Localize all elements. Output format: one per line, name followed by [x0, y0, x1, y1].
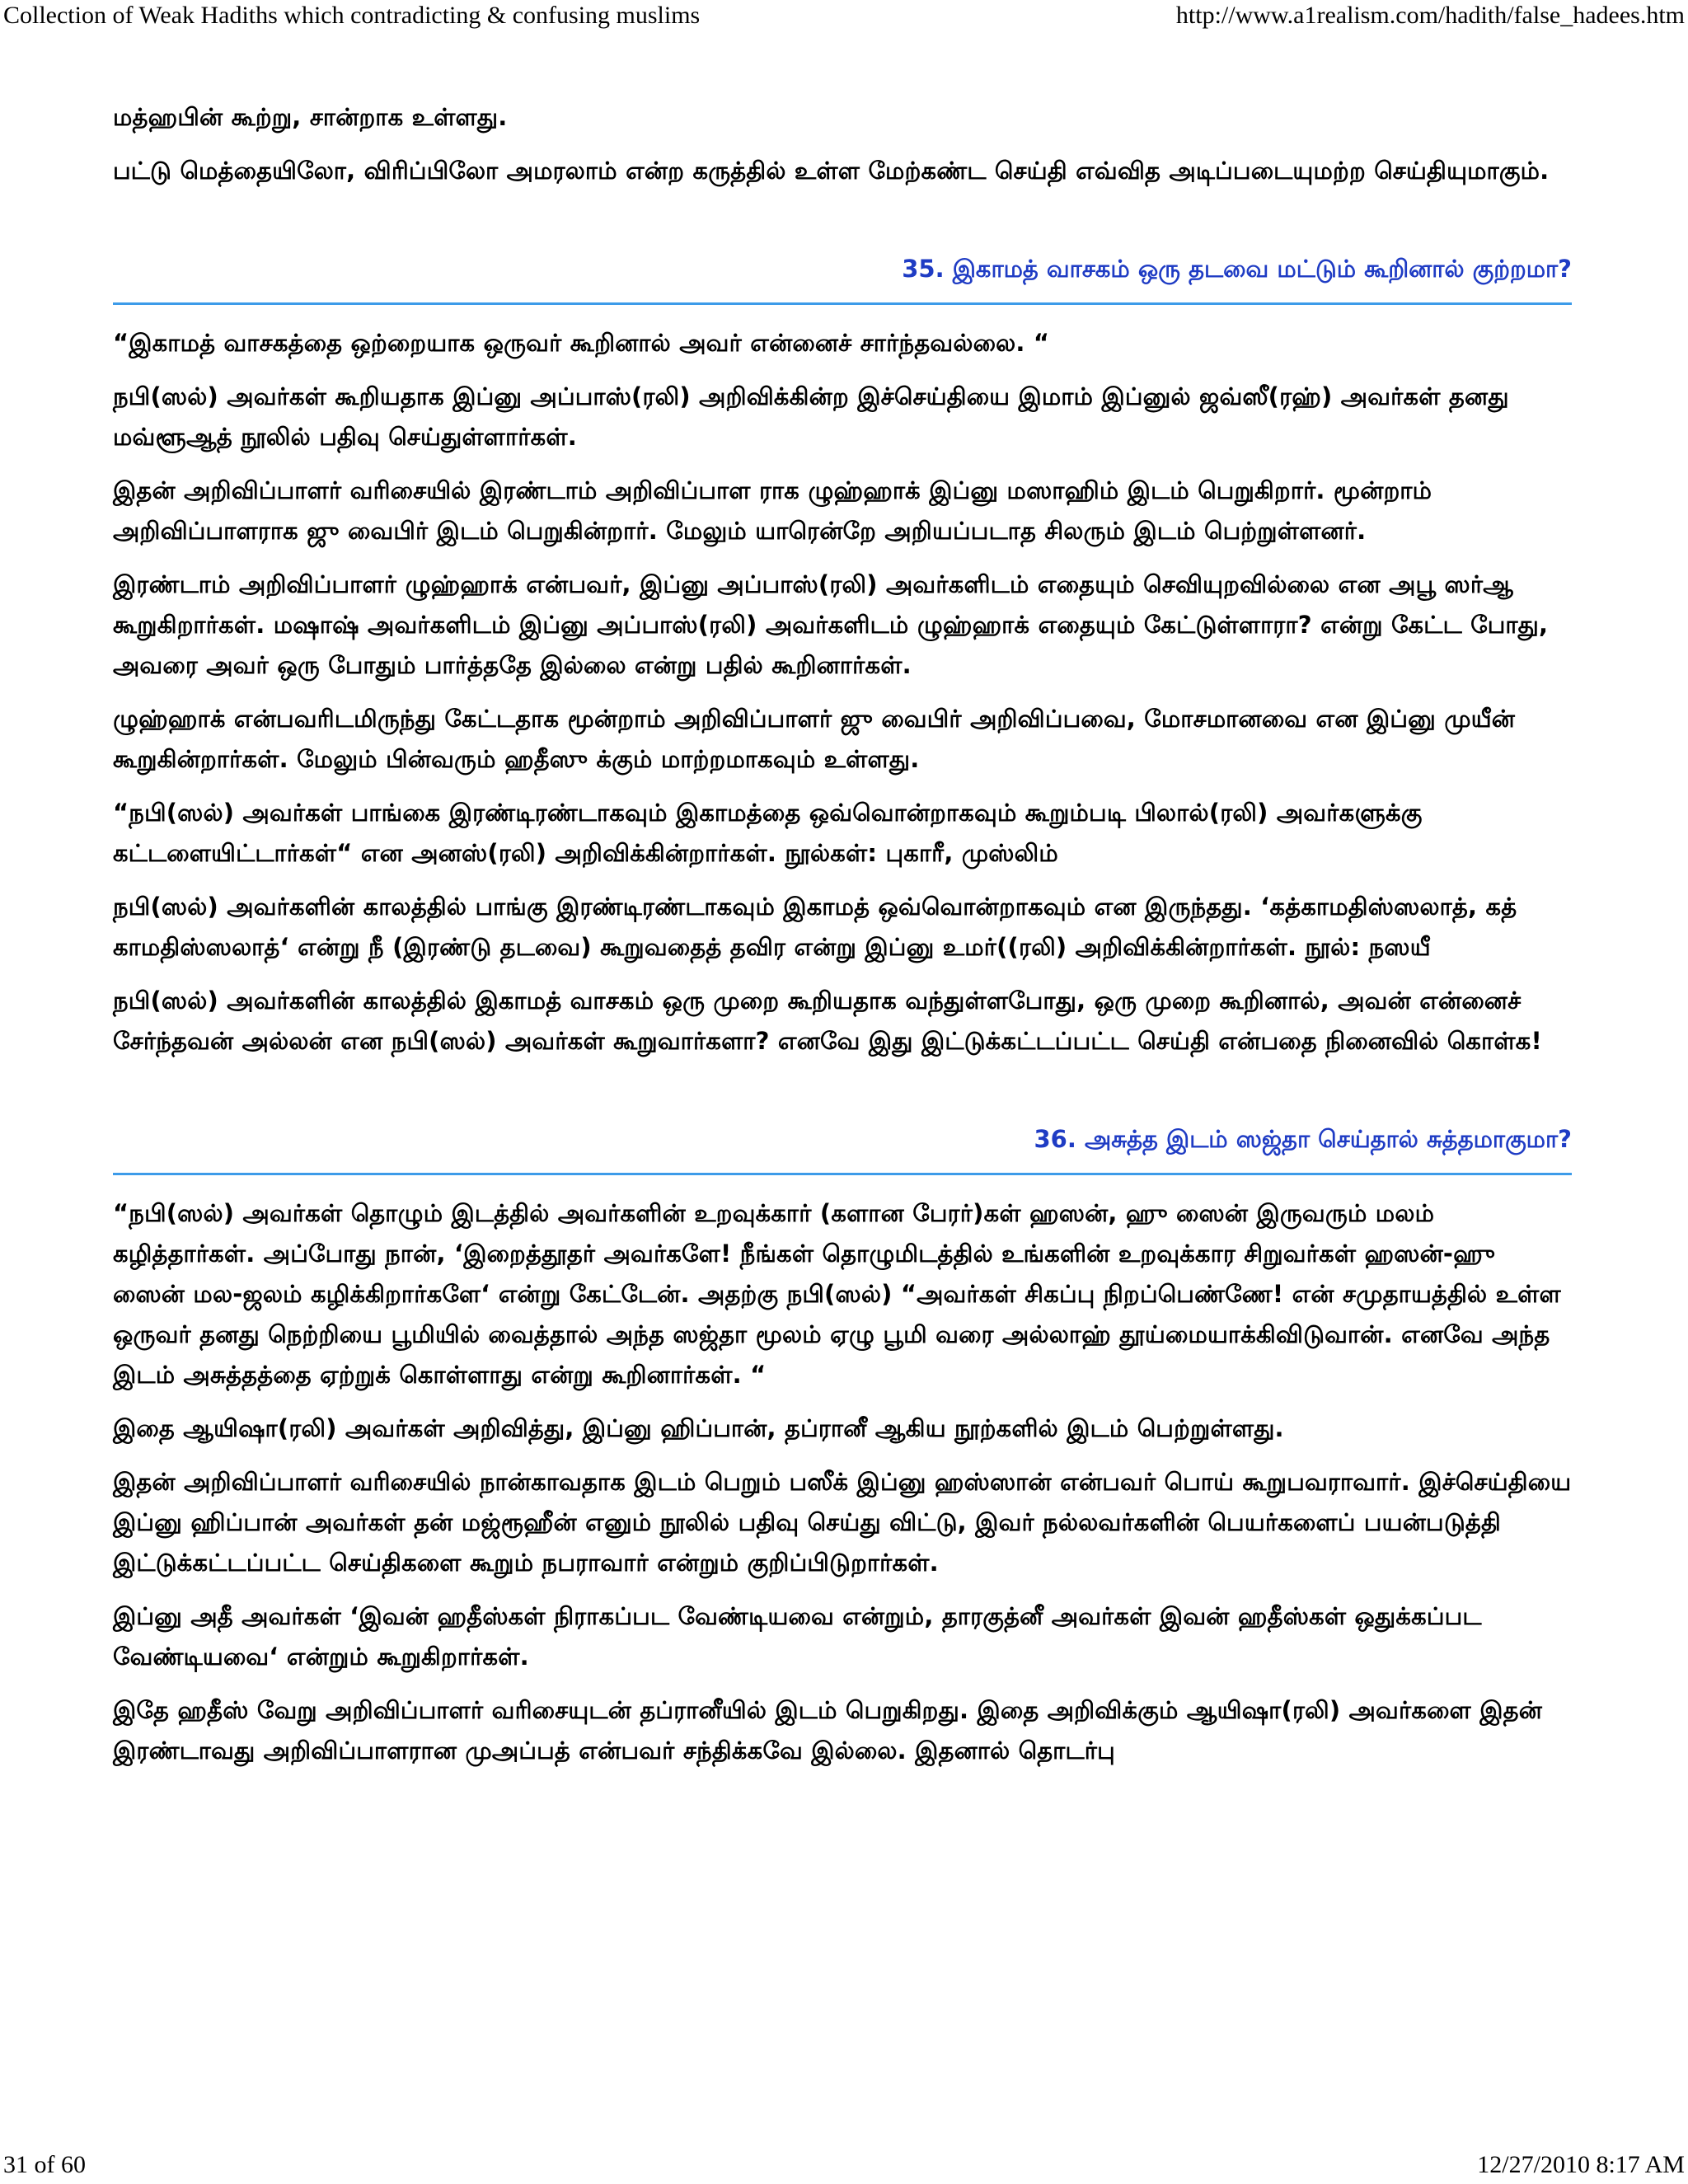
- paragraph: இரண்டாம் அறிவிப்பாளர் ழுஹ்ஹாக் என்பவர், இப்னு அப்பாஸ்(ரலி) அவர்களிடம் எதையும் செவியுறவில்லை என அபூ ஸர்ஆ கூறுகிறார்கள். மஷாஷ் அவர்களிடம் இப்னு அப்பாஸ்(ரலி) அவர்களிடம் ழுஹ்ஹாக் எதையும் கேட்டுள்ளாரா? என்று கேட்ட போது, அவரை அவர் ஒரு போதும் பார்த்ததே இல்லை என்று பதில் கூறினார்கள்.: [113, 570, 1549, 679]
- paragraph: இதே ஹதீஸ் வேறு அறிவிப்பாளர் வரிசையுடன் தப்ரானீயில் இடம் பெறுகிறது. இதை அறிவிக்கும் ஆயிஷா(ரலி) அவர்களை இதன் இரண்டாவது அறிவிப்பாளரான முஅப்பத் என்பவர் சந்திக்கவே இல்லை. இதனால் தொடர்பு: [113, 1696, 1543, 1765]
- print-header-title: Collection of Weak Hadiths which contradicting & confusing muslims: [3, 2, 701, 29]
- paragraph: ழுஹ்ஹாக் என்பவரிடமிருந்து கேட்டதாக மூன்றாம் அறிவிப்பாளர் ஜு வைபிர் அறிவிப்பவை, மோசமானவை என இப்னு முயீன் கூறுகின்றார்கள். மேலும் பின்வரும் ஹதீஸு க்கும் மாற்றமாகவும் உள்ளது.: [113, 705, 1516, 773]
- paragraph: இதை ஆயிஷா(ரலி) அவர்கள் அறிவித்து, இப்னு ஹிப்பான், தப்ரானீ ஆகிய நூற்களில் இடம் பெற்றுள்ளது.: [113, 1414, 1284, 1442]
- document-body: [113, 97, 1572, 1784]
- paragraph: இப்னு அதீ அவர்கள் ‘இவன் ஹதீஸ்கள் நிராகப்பட வேண்டியவை என்றும், தாரகுத்னீ அவர்கள் இவன் ஹதீஸ்கள் ஒதுக்கப்பட வேண்டியவை‘ என்றும் கூறுகிறார்கள்.: [113, 1602, 1482, 1671]
- section-divider: [113, 302, 1572, 305]
- paragraph: பட்டு மெத்தையிலோ, விரிப்பிலோ அமரலாம் என்ற கருத்தில் உள்ள மேற்கண்ட செய்தி எவ்வித அடிப்படையுமற்ற செய்தியுமாகும்.: [113, 157, 1550, 185]
- paragraph: மத்ஹபின் கூற்று, சான்றாக உள்ளது.: [113, 103, 508, 131]
- hadith-quote: “இகாமத் வாசகத்தை ஒற்றையாக ஒருவர் கூறினால் அவர் என்னைச் சார்ந்தவல்லை. “: [113, 329, 1050, 357]
- paragraph: நபி(ஸல்) அவர்கள் கூறியதாக இப்னு அப்பாஸ்(ரலி) அறிவிக்கின்ற இச்செய்தியை இமாம் இப்னுல் ஜவ்ஸீ(ரஹ்) அவர்கள் தனது மவ்ளூஆத் நூலில் பதிவு செய்துள்ளார்கள்.: [113, 382, 1509, 451]
- print-header-url[interactable]: http://www.a1realism.com/hadith/false_hadees.htm: [1175, 2, 1685, 29]
- print-footer-datetime: 12/27/2010 8:17 AM: [1477, 2151, 1685, 2178]
- section-36-heading: 36. அசுத்த இடம் ஸஜ்தா செய்தால் சுத்தமாகுமா?: [1034, 1125, 1572, 1153]
- section-35-heading: 35. இகாமத் வாசகம் ஒரு தடவை மட்டும் கூறினால் குற்றமா?: [902, 255, 1572, 283]
- paragraph: நபி(ஸல்) அவர்களின் காலத்தில் இகாமத் வாசகம் ஒரு முறை கூறியதாக வந்துள்ளபோது, ஒரு முறை கூறினால், அவன் என்னைச் சேர்ந்தவன் அல்லன் என நபி(ஸல்) அவர்கள் கூறுவார்களா? எனவே இது இட்டுக்கட்டப்பட்ட செய்தி என்பதை நினைவில் கொள்க!: [113, 987, 1542, 1055]
- print-footer-page-number: 31 of 60: [3, 2151, 86, 2178]
- paragraph: இதன் அறிவிப்பாளர் வரிசையில் நான்காவதாக இடம் பெறும் பஸீக் இப்னு ஹஸ்ஸான் என்பவர் பொய் கூறுபவராவார். இச்செய்தியை இப்னு ஹிப்பான் அவர்கள் தன் மஜ்ரூஹீன் எனும் நூலில் பதிவு செய்து விட்டு, இவர் நல்லவர்களின் பெயர்களைப் பயன்படுத்தி இட்டுக்கட்டப்பட்ட செய்திகளை கூறும் நபராவார் என்றும் குறிப்பிடுறார்கள்.: [113, 1468, 1572, 1577]
- section-divider: [113, 1173, 1572, 1175]
- hadith-quote: “நபி(ஸல்) அவர்கள் தொழும் இடத்தில் அவர்களின் உறவுக்கார் (களான பேரர்)கள் ஹஸன், ஹு ஸைன் இருவரும் மலம் கழித்தார்கள். அப்போது நான், ‘இறைத்தூதர் அவர்களே! நீங்கள் தொழுமிடத்தில் உங்களின் உறவுக்கார சிறுவர்கள் ஹஸன்-ஹு ஸைன் மல-ஜலம் கழிக்கிறார்களே‘ என்று கேட்டேன். அதற்கு நபி(ஸல்) “அவர்கள் சிகப்பு நிறப்பெண்ணே! என் சமுதாயத்தில் உள்ள ஒருவர் தனது நெற்றியை பூமியில் வைத்தால் அந்த ஸஜ்தா மூலம் ஏழு பூமி வரை அல்லாஹ் தூய்மையாக்கிவிடுவான். எனவே அந்த இடம் அசுத்தத்தை ஏற்றுக் கொள்ளாது என்று கூறினார்கள். “: [113, 1199, 1561, 1389]
- paragraph: நபி(ஸல்) அவர்களின் காலத்தில் பாங்கு இரண்டிரண்டாகவும் இகாமத் ஒவ்வொன்றாகவும் என இருந்தது. ‘கத்காமதிஸ்ஸலாத், கத் காமதிஸ்ஸலாத்‘ என்று நீ (இரண்டு தடவை) கூறுவதைத் தவிர என்று இப்னு உமர்((ரலி) அறிவிக்கின்றார்கள். நூல்: நஸயீ: [113, 893, 1517, 961]
- paragraph: இதன் அறிவிப்பாளர் வரிசையில் இரண்டாம் அறிவிப்பாள ராக ழுஹ்ஹாக் இப்னு மஸாஹிம் இடம் பெறுகிறார். மூன்றாம் அறிவிப்பாளராக ஜு வைபிர் இடம் பெறுகின்றார். மேலும் யாரென்றே அறியப்படாத சிலரும் இடம் பெற்றுள்ளனர்.: [113, 476, 1432, 545]
- paragraph: “நபி(ஸல்) அவர்கள் பாங்கை இரண்டிரண்டாகவும் இகாமத்தை ஒவ்வொன்றாகவும் கூறும்படி பிலால்(ரலி) அவர்களுக்கு கட்டளையிட்டார்கள்“ என அனஸ்(ரலி) அறிவிக்கின்றார்கள். நூல்கள்: புகாரீ, முஸ்லிம்: [113, 799, 1423, 867]
